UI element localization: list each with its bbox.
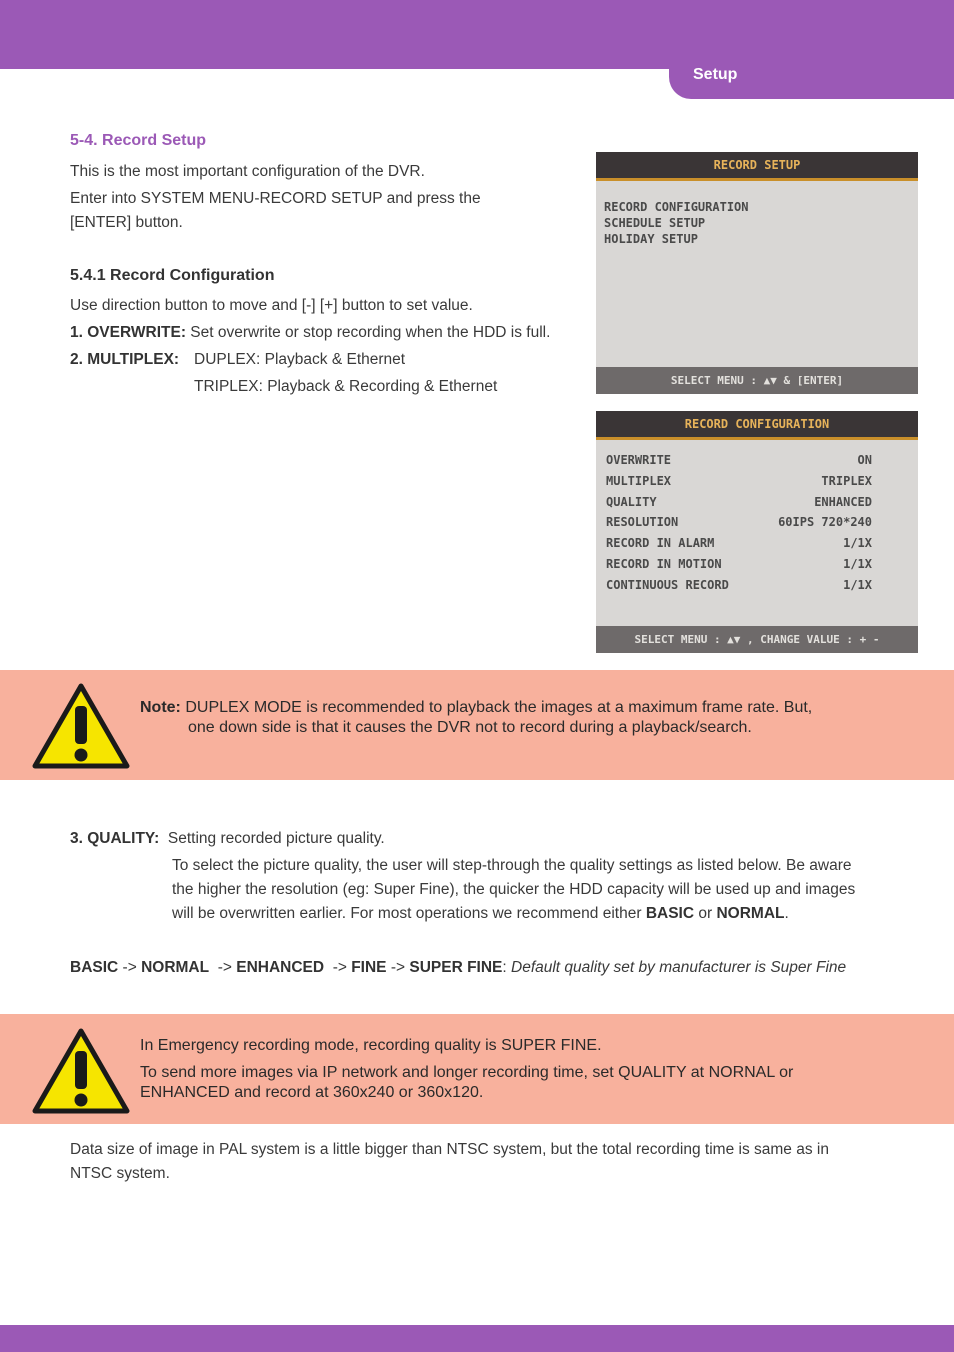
quality-paragraph-text: will be overwritten earlier. For most operations we recommend either [172,905,642,922]
config-label: OVERWRITE [606,453,672,467]
section-tab [669,55,954,99]
overwrite-label: 1. OVERWRITE: [70,324,186,341]
quality-normal: NORMAL [716,905,785,922]
quality-chain [70,958,846,978]
config-row [606,515,872,535]
config-value: ON [857,453,872,467]
subsection-title: 5.4.1 Record Configuration [70,267,275,284]
config-label: MULTIPLEX [606,474,672,488]
quality-text: Setting recorded picture quality. [167,830,385,847]
config-value: 1/1X [843,557,872,571]
warning-icon [32,1027,130,1115]
note-label: Note: [140,699,181,716]
chain-super-fine: SUPER FINE [409,959,503,976]
config-value: 1/1X [843,536,872,550]
quality-dot: . [784,905,789,922]
overwrite-text: Set overwrite or stop recording when the HDD is full. [190,324,551,341]
note-line-1 [140,698,812,718]
note-text-1: DUPLEX MODE is recommended to playback the images at a maximum frame rate. But, [185,699,813,716]
config-label: RECORD IN MOTION [606,557,722,571]
pal-note-line-1: Data size of image in PAL system is a little bigger than NTSC system, but the total recording time is same as in [70,1141,829,1158]
chain-arrow: -> [386,959,410,976]
chain-arrow: -> [118,959,142,976]
chain-arrow: -> [209,959,237,976]
intro-line-1: This is the most important configuration of the DVR. [70,163,425,180]
chain-enhanced: ENHANCED [236,959,325,976]
note-line-2: one down side is that it causes the DVR not to record during a playback/search. [188,719,752,736]
note-box-emergency [0,1014,954,1124]
config-row [606,495,872,515]
config-label: QUALITY [606,495,657,509]
record-configuration-screen-footer: SELECT MENU : ▲▼ , CHANGE VALUE : + - [596,626,918,653]
quality-line [70,829,385,849]
record-configuration-screen-title: RECORD CONFIGURATION [596,411,918,440]
menu-item-schedule-setup: SCHEDULE SETUP [604,216,706,230]
record-setup-menu [604,199,749,247]
config-label: CONTINUOUS RECORD [606,578,729,592]
overwrite-line [70,323,550,343]
chain-fine: FINE [351,959,387,976]
record-configuration-screen [596,411,918,653]
note-box-duplex [0,670,954,780]
config-row [606,474,872,494]
config-value: TRIPLEX [821,474,872,488]
quality-basic: BASIC [645,905,695,922]
config-value: ENHANCED [814,495,872,509]
section-title: 5-4. Record Setup [70,132,207,149]
bottom-footer-bar [0,1325,954,1352]
chain-colon: : [502,959,511,976]
multiplex-label: 2. MULTIPLEX: [70,351,180,368]
config-row [606,536,872,556]
quality-paragraph-line-3 [172,904,789,924]
chain-default-text: Default quality set by manufacturer is Super Fine [511,959,847,976]
config-value: 60IPS 720*240 [778,515,872,529]
emergency-note-line-2: To send more images via IP network and longer recording time, set QUALITY at NORNAL or [140,1064,794,1081]
menu-item-holiday-setup: HOLIDAY SETUP [604,232,698,246]
quality-paragraph-line-1: To select the picture quality, the user will step-through the quality settings as listed below. Be aware [172,857,852,874]
config-row [606,557,872,577]
intro-line-2b: [ENTER] button. [70,214,183,231]
quality-paragraph-line-2: the higher the resolution (eg: Super Fine), the quicker the HDD capacity will be used up and images [172,881,856,898]
intro-line-2a: Enter into SYSTEM MENU-RECORD SETUP and press the [70,190,481,207]
config-label: RESOLUTION [606,515,679,529]
multiplex-line-1: DUPLEX: Playback & Ethernet [194,351,406,368]
warning-icon [32,682,130,770]
record-setup-screen [596,152,918,394]
pal-note-line-2: NTSC system. [70,1165,170,1182]
config-row [606,453,872,473]
quality-or: or [698,905,713,922]
chain-arrow: -> [324,959,352,976]
emergency-note-line-1: In Emergency recording mode, recording quality is SUPER FINE. [140,1037,602,1054]
chain-normal: NORMAL [141,959,210,976]
direction-text: Use direction button to move and [-] [+] button to set value. [70,297,473,314]
chain-basic: BASIC [70,959,119,976]
config-value: 1/1X [843,578,872,592]
quality-label: 3. QUALITY: [70,830,160,847]
config-label: RECORD IN ALARM [606,536,715,550]
multiplex-line-2: TRIPLEX: Playback & Recording & Ethernet [194,378,498,395]
record-setup-screen-footer: SELECT MENU : ▲▼ & [ENTER] [596,367,918,394]
record-setup-screen-title: RECORD SETUP [596,152,918,181]
config-row [606,578,872,598]
emergency-note-line-3: ENHANCED and record at 360x240 or 360x120. [140,1084,484,1101]
menu-item-record-configuration: RECORD CONFIGURATION [604,200,749,214]
section-tab-label: Setup [693,66,738,83]
